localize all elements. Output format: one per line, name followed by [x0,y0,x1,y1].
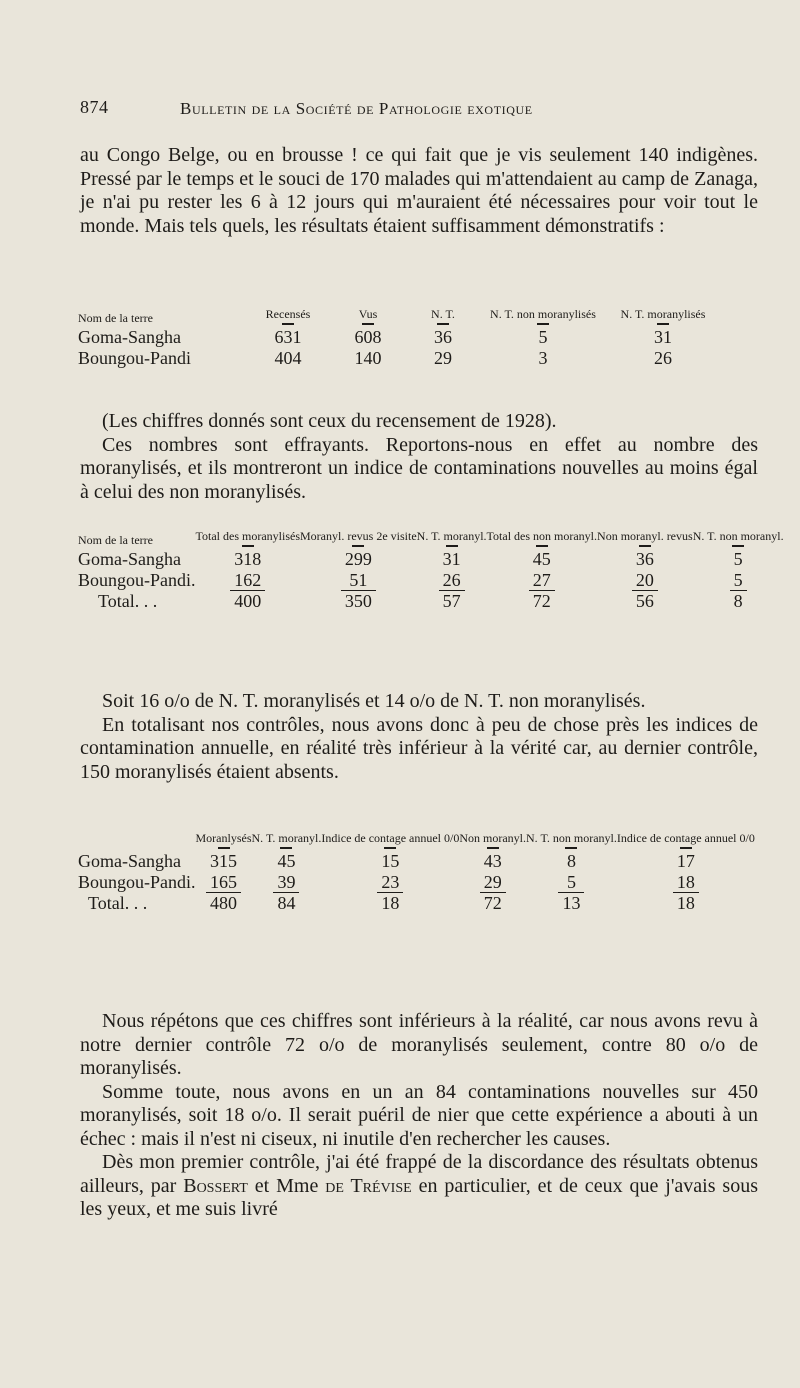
col-header: Nom de la terre [78,310,153,325]
cell: Boungou-Pandi. [78,871,196,892]
col-header: Nom de la terre [78,532,153,547]
cell: 27 [532,569,551,590]
col-header: N. T. [408,308,478,327]
cell: 17 [676,850,695,871]
cell: 3 [538,347,548,368]
cell: 8 [566,850,576,871]
col-header [78,832,196,851]
paragraph-2-text: Ces nombres sont effrayants. Reportons-nous en effet au nombre des moranylisés, et ils montreront un indice de contaminations nouvelles au moins égal à celui des non moranylisés. [80,433,758,503]
paragraph-1-text: au Congo Belge, ou en brousse ! ce qui fait que je vis seulement 140 indigènes. Pressé par le temps et le souci de 170 malades qui m'attendaient au camp de Zanaga, je n'ai pu rester les 6 à 12 jours qui m'auraient été nécessaires pour voir tout le monde. Mais tels quels, les résultats étaient suffisamment démonstratifs : [80,144,758,237]
paragraph-2-note: (Les chiffres donnés sont ceux du recensement de 1928). [102,410,557,432]
cell: Boungou-Pandi [78,347,192,368]
cell: 404 [274,347,302,368]
col-header: Non moranyl. revus [597,530,693,549]
cell: 43 [483,850,502,871]
col-header: Indice de contage annuel 0/0 [321,832,459,851]
table-census [78,308,718,369]
running-header [80,97,758,125]
table-row [78,851,755,872]
cell: 5 [733,569,743,590]
cell: 23 [381,871,400,892]
col-header: N. T. non moranylisés [478,308,608,327]
cell: 51 [349,569,368,590]
cell: 29 [434,347,452,368]
cell: 45 [277,850,296,871]
table-row [78,327,718,348]
table-header-row [78,530,784,549]
col-header: N. T. non moranyl. [526,832,617,851]
table-total-row [78,893,755,914]
cell: 299 [344,548,372,569]
cell: 26 [442,569,461,590]
text-fragment: et Mme [247,1174,326,1197]
col-header: Indice de contage annuel 0/0 [617,832,755,851]
col-header: N. T. moranylisés [608,308,718,327]
col-header: N. T. non moranyl. [693,530,784,549]
table-row [78,570,784,591]
table-contagion-index [78,832,755,914]
cell: 318 [234,548,262,569]
cell: 72 [459,893,526,914]
col-header: Moranyl. revus 2e visite [300,530,417,549]
cell: 29 [483,871,502,892]
col-header: Non moranyl. [459,832,526,851]
col-header: N. T. moranyl. [417,530,487,549]
cell: 162 [234,569,262,590]
cell: 72 [487,591,597,612]
col-header: Recensés [248,308,328,327]
paragraph-2 [80,410,758,504]
table-header-row [78,308,718,327]
cell: 18 [676,871,695,892]
paragraph-4 [80,1010,758,1222]
cell: 57 [417,591,487,612]
table-row [78,872,755,893]
cell: 45 [532,548,551,569]
table-header-row [78,832,755,851]
cell: 350 [300,591,417,612]
cell: 26 [654,347,672,368]
cell: Total. . . [88,892,148,913]
cell: Goma-Sangha [78,326,181,347]
cell: 631 [274,326,302,347]
col-header: Moranlysés [196,832,252,851]
paragraph-5-text: Somme toute, nous avons en un an 84 contaminations nouvelles sur 450 moranylisés, soit 18 o/o. Il serait puéril de nier que cette expérience a abouti à un échec : mais il n'est ni ciseux, ni inutile d'en rechercher les causes. [80,1080,758,1150]
cell: 5 [733,548,743,569]
cell: Total. . . [98,590,158,611]
paragraph-4-text: Nous répétons que ces chiffres sont inférieurs à la réalité, car nous avons revu à notre dernier contrôle 72 o/o de moranylisés seulement, contre 80 o/o de moranylisés. [80,1010,758,1079]
paragraph-3 [80,690,758,784]
cell: 5 [538,326,548,347]
cell: 608 [354,326,382,347]
cell: 165 [210,871,238,892]
cell: Boungou-Pandi. [78,569,196,590]
table-moranyl-visits [78,530,784,612]
col-header: Total des moranylisés [196,530,300,549]
running-title: Bulletin de la Société de Pathologie exotique [180,99,533,118]
col-header: N. T. moranyl. [252,832,322,851]
cell: 36 [434,326,452,347]
col-header: Vus [328,308,408,327]
cell: Goma-Sangha [78,548,181,569]
text-fragment: en particulier, et de ceux que j'avais sous les yeux, et me suis livré [80,1174,758,1220]
cell: 18 [617,893,755,914]
paragraph-6-text: Dès mon premier contrôle, j'ai été frappé de la discordance des résultats obtenus ailleurs, par [80,1151,758,1197]
cell: 84 [252,893,322,914]
author-name: Bossert [183,1174,248,1197]
table-row [78,348,718,369]
cell: 20 [635,569,654,590]
cell: 315 [210,850,238,871]
paragraph-1 [80,144,758,238]
cell: 480 [196,893,252,914]
cell: 400 [196,591,300,612]
author-name: de Trévise [325,1174,412,1197]
cell: 39 [277,871,296,892]
cell: 18 [321,893,459,914]
paragraph-3-text: En totalisant nos contrôles, nous avons donc à peu de chose près les indices de contamination annuelle, en réalité très inférieur à la vérité car, au dernier contrôle, 150 moranylisés étaient absents. [80,713,758,783]
cell: 140 [354,347,382,368]
cell: 36 [635,548,654,569]
paragraph-3-result: Soit 16 o/o de N. T. moranylisés et 14 o/o de N. T. non moranylisés. [102,690,646,712]
page-number: 874 [80,97,109,117]
cell: 31 [442,548,461,569]
cell: Goma-Sangha [78,850,181,871]
cell: 31 [654,326,672,347]
cell: 8 [693,591,784,612]
table-row [78,549,784,570]
cell: 15 [381,850,400,871]
col-header: Total des non moranyl. [487,530,597,549]
cell: 56 [597,591,693,612]
table-total-row [78,591,784,612]
cell: 5 [566,871,576,892]
cell: 13 [526,893,617,914]
